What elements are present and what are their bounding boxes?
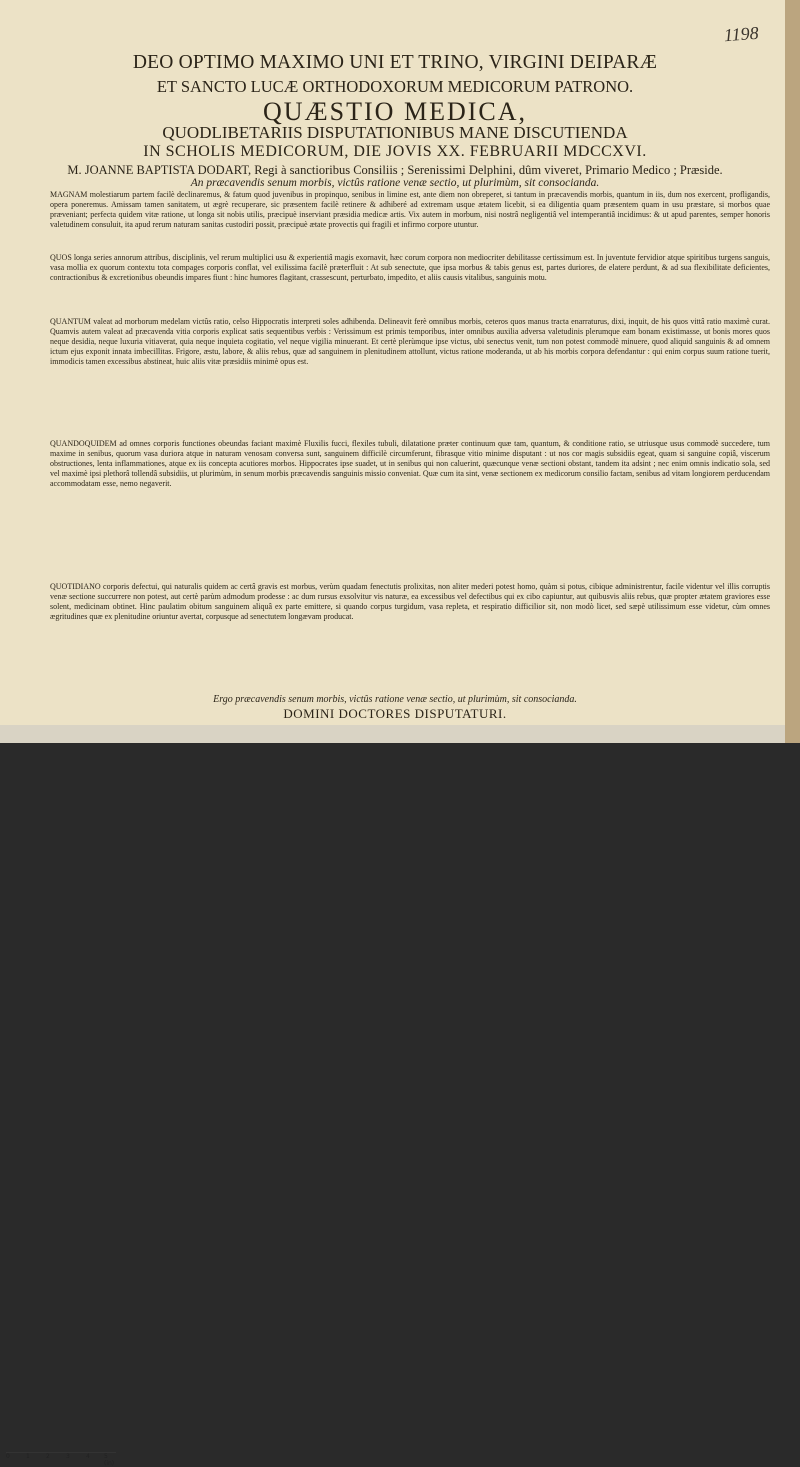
ruler-label: 3 (66, 1453, 70, 1460)
paragraph-2: QUOS longa series annorum attribus, disciplinis, vel rerum multiplici usu & experientiâ magis exornavit, hæc corum corpora non mediocriter debilitasse certissimum est. In juventute fervidior atque spiritibus turgens sanguis, vasa mollia ex quorum contextu tota compages corporis conflat, vel exilissima facilè præterfluit : At sub senectute, que ipsa morbus & tabis genus est, partes duriores, de elatere perdunt, & ad sua flexibilitate deficientes, contractionibus & excretionibus obeundis impares fiunt : hinc humores flagitant, crassescunt, perturbato, impedito, et aliis causis vitalibus, sanguinis motu. (50, 253, 770, 282)
subtitle-line-1: QUODLIBETARIIS DISPUTATIONIBUS MANE DISCUTIENDA (162, 123, 628, 142)
page-title: QUÆSTIO MEDICA, (263, 97, 527, 126)
ruler-label: 1 (26, 1453, 30, 1460)
praeses-line: M. JOANNE BAPTISTA DODART, Regi à sanctioribus Consiliis ; Serenissimi Delphini, dûm viveret, Primario Medico ; Præside. (67, 163, 723, 177)
page-edge (785, 0, 800, 743)
question-line: An præcavendis senum morbis, victûs ratione venæ sectio, ut plurimùm, sit consocianda. (190, 177, 600, 189)
paragraph-4: QUANDOQUIDEM ad omnes corporis functiones obeundas faciant maximè Fluxilis fucci, flexiles tubuli, dilatatione præter continuum quæ tam, quantum, & conditione ratio, se utriusque usus commodè succedere, tum maxime in senibus, quorum vasa duriora atque in naturam venosam conversa sunt, sanguinem difficilè circumferunt, fibrasque vitio minime disputant : ut nos cor magis subsidiis egeat, quam si sanguine copiâ, viscerum obstructiones, lenta inflammationes, atque ex iis concepta acutiores morbos. Hippocrates ipse suadet, ut in senibus qui non caluerint, quæcunque venæ sectioni obstant, tandem ita adsint ; nec enim omnis indicatio sola, sed vel maximè ipsi plethorâ tollendâ subsidiis, ut plurimùm, in senum morbis præcavendis sanguinis missio conveniat. Quæ cum ita sint, venæ sectionem ex medicorum consilio factam, senibus ad vitam longiorem perducendam accommodatam esse, nemo negaverit. (50, 439, 770, 488)
ruler-label: 2 (46, 1453, 50, 1460)
ruler-label: 5 (in) (104, 1453, 115, 1467)
paragraph-1: MAGNAM molestiarum partem facilè declinaremus, & fatum quod juvenibus in propinquo, senibus in limine est, ante diem non obreperet, si tantum in præcavendis morbis, quantum in iis, dum nos exercent, profligandis, opera poneremus. Amissam tamen sanitatem, ut ægrè recuperare, sic præsentem facilè retinere & adhiberé ad extremam usque ætatem licebit, si ea diligentia quam præsentem quam in usu præstare, si morbos quae præveniant; perfecta quidem vitæ ratione, ut longa sit nobis utilis, præcipuè inserviant præsidia medicæ artis. Vix autem in morbum, nisi nostrâ negligentiâ vel intemperantiâ incidimus: & ut apud parentes, semper honoris valetudinem consuluit, ita apud rerum naturam sanitas custodiri possit, præcipuè ætate provectis qui fragili et infirmo corpore utuntur. (50, 190, 770, 229)
paragraph-3: QUANTUM valeat ad morborum medelam victûs ratio, celso Hippocratis interpreti soles adhibenda. Delineavit ferè omnibus morbis, ceteros quos manus tracta enarraturus, dixi, inquit, de his quos vittâ ratio maximè curat. Quamvis autem valeat ad præcavenda vitia corporis explicat satis sequentibus verbis : Verissimum est primis temporibus, inter omnibus auxilia adversa valetudinis plerumque eam bonam existimasse, ut bonis mores quos neque desidia, neque luxuria vitiaverat, quia neque inquieta cogitatio, vel neque vigilia minuerant. Et certè plerùmque ipse victus, ubi senectus venit, tum non potest commodè minuere, quod aliquid sanguinis & ad omnem ictum ejus exponit innata imbecillitas. Frigore, æstu, labore, & aliis rebus, quæ ad sanguinem in plenitudinem attollunt, victus ratione moderanda, ut ab his morbis corpora defendantur : qui enim corpus suum ratione tuerit, immodicis tamen excessibus abstineat, huic aliis vitæ præsidiis minimè opus est. (50, 317, 770, 366)
conclusion-line: Ergo præcavendis senum morbis, victûs ratione venæ sectio, ut plurimùm, sit consocianda. (213, 694, 577, 705)
doctors-heading: DOMINI DOCTORES DISPUTATURI. (283, 706, 507, 721)
paragraph-5: QUOTIDIANO corporis defectui, qui naturalis quidem ac certâ gravis est morbus, verùm quadam fenectutis prolixitas, non aliter mederi potest homo, quàm si potus, cibique administrentur, facile videntur vel illis corruptis venæ sectione succurrere non potest, aut certè parùm admodum prodesse : ac dum rursus exsolvitur vis naturæ, ea excessibus vel defectibus qui ex cibo capiuntur, aut quibusvis aliis rebus, quæ propter ætatem graviores esse solent, medicinam obtinet. Hinc paulatim obitum sanguinem aliquâ ex parte emittere, si quando corpus turgidum, vasa repleta, et respiratio difficilior sit, non modò licet, sed sæpè utilissimum esse videtur, cùm omnes ægritudines quæ ex plenitudine oriuntur avertat, corpusque ad senectutem longævam producat. (50, 582, 770, 621)
ruler-label: 4 (86, 1453, 90, 1460)
handwritten-number: 1198 (723, 22, 760, 46)
scale-ruler (6, 1452, 116, 1467)
subtitle-line-2: IN SCHOLIS MEDICORUM, DIE JOVIS XX. FEBRUARII MDCCXVI. (143, 143, 647, 160)
dedication-line-2: ET SANCTO LUCÆ ORTHODOXORUM MEDICORUM PATRONO. (156, 77, 634, 96)
ruler-label: 0 (6, 1453, 10, 1460)
ruler-strip (0, 725, 785, 1467)
thesis-document-page (0, 0, 785, 725)
dedication-line-1: DEO OPTIMO MAXIMO UNI ET TRINO, VIRGINI DEIPARÆ (132, 52, 658, 73)
